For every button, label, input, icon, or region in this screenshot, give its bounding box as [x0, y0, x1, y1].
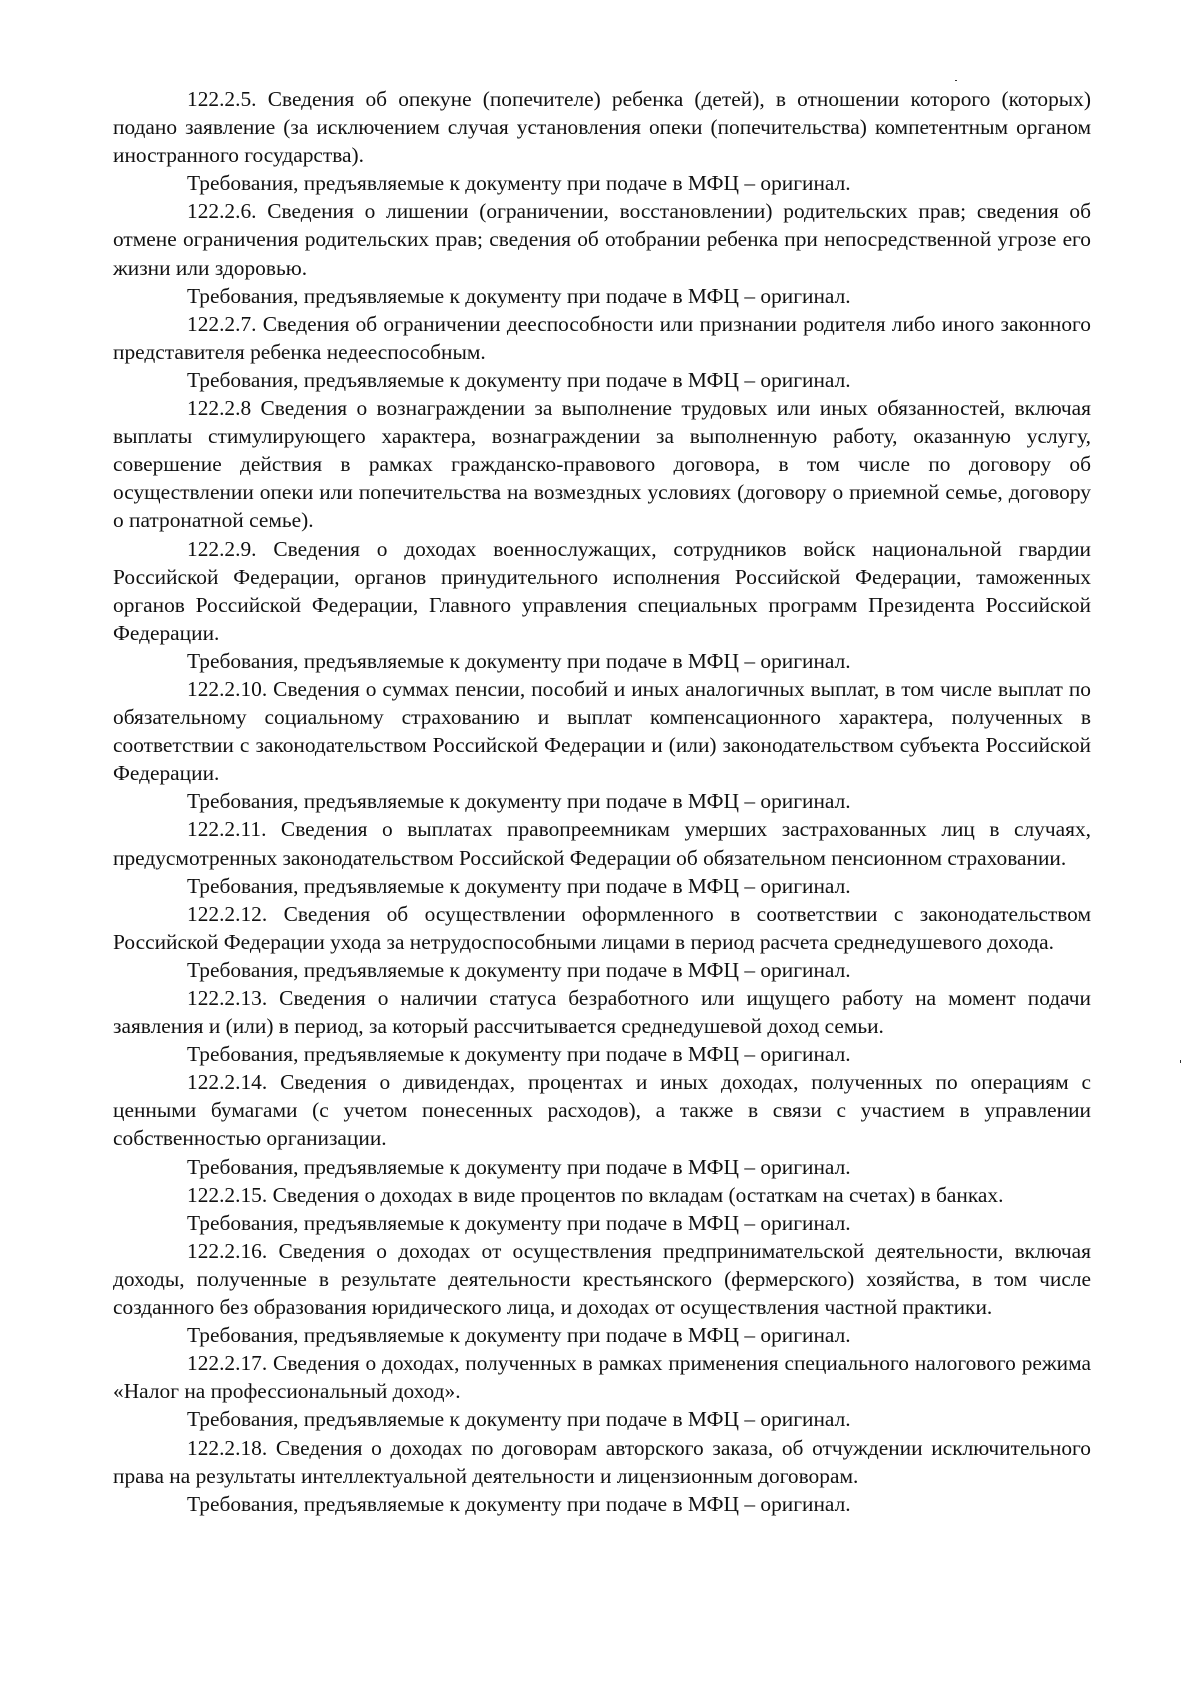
requirement-line: Требования, предъявляемые к документу при подаче в МФЦ – оригинал. — [187, 1491, 851, 1516]
requirement-line: Требования, предъявляемые к документу при подаче в МФЦ – оригинал. — [187, 367, 851, 392]
requirement-line: Требования, предъявляемые к документу при подаче в МФЦ – оригинал. — [187, 1323, 851, 1348]
requirement-line: Требования, предъявляемые к документу при подаче в МФЦ – оригинал. — [187, 1154, 851, 1179]
scan-speck — [1180, 1060, 1181, 1063]
requirement-line: Требования, предъявляемые к документу при подаче в МФЦ – оригинал. — [187, 648, 851, 673]
requirement-line: Требования, предъявляемые к документу при подаче в МФЦ – оригинал. — [187, 957, 851, 982]
paragraph-122-2-7: 122.2.7. Сведения об ограничении дееспособности или признании родителя либо иного законного представителя ребенка недееспособным. — [113, 311, 1091, 364]
requirement-line: Требования, предъявляемые к документу при подаче в МФЦ – оригинал. — [187, 283, 851, 308]
paragraph-122-2-12: 122.2.12. Сведения об осуществлении оформленного в соответствии с законодательством Российской Федерации ухода за нетрудоспособными лицами в период расчета среднедушевого дохода. — [113, 901, 1091, 954]
requirement-line: Требования, предъявляемые к документу при подаче в МФЦ – оригинал. — [187, 1210, 851, 1235]
document-body — [113, 85, 1091, 1518]
paragraph-122-2-14: 122.2.14. Сведения о дивидендах, процентах и иных доходах, полученных по операциям с ценными бумагами (с учетом понесенных расходов), а также в связи с участием в управлении собственностью организации. — [113, 1070, 1091, 1151]
requirement-line: Требования, предъявляемые к документу при подаче в МФЦ – оригинал. — [187, 1042, 851, 1067]
paragraph-122-2-9: 122.2.9. Сведения о доходах военнослужащих, сотрудников войск национальной гвардии Российской Федерации, органов принудительного исполнения Российской Федерации, таможенных органов Российской Федерации, Главного управления специальных программ Президента Российской Федерации. — [113, 536, 1091, 645]
paragraph-122-2-11: 122.2.11. Сведения о выплатах правопреемникам умерших застрахованных лиц в случаях, предусмотренных законодательством Российской Федерации об обязательном пенсионном страховании. — [113, 817, 1091, 870]
paragraph-122-2-18: 122.2.18. Сведения о доходах по договорам авторского заказа, об отчуждении исключительного права на результаты интеллектуальной деятельности и лицензионным договорам. — [113, 1435, 1091, 1488]
paragraph-122-2-13: 122.2.13. Сведения о наличии статуса безработного или ищущего работу на момент подачи заявления и (или) в период, за который рассчитывается среднедушевой доход семьи. — [113, 986, 1091, 1039]
requirement-line: Требования, предъявляемые к документу при подаче в МФЦ – оригинал. — [187, 873, 851, 898]
paragraph-122-2-10: 122.2.10. Сведения о суммах пенсии, пособий и иных аналогичных выплат, в том числе выплат по обязательному социальному страхованию и выплат компенсационного характера, полученных в соответствии с законодательством Российской Федерации и (или) законодательством субъекта Российской Федерации. — [113, 676, 1091, 786]
requirement-line: Требования, предъявляемые к документу при подаче в МФЦ – оригинал. — [187, 1407, 851, 1432]
requirement-line: Требования, предъявляемые к документу при подаче в МФЦ – оригинал. — [187, 789, 851, 814]
paragraph-122-2-17: 122.2.17. Сведения о доходах, полученных в рамках применения специального налогового режима «Налог на профессиональный доход». — [113, 1351, 1091, 1404]
paragraph-122-2-6: 122.2.6. Сведения о лишении (ограничении, восстановлении) родительских прав; сведения об отмене ограничения родительских прав; сведения об отобрании ребенка при непосредственной угрозе его жизни или здоровью. — [113, 199, 1091, 280]
paragraph-122-2-15: 122.2.15. Сведения о доходах в виде процентов по вкладам (остаткам на счетах) в банках. — [187, 1182, 1004, 1207]
requirement-line: Требования, предъявляемые к документу при подаче в МФЦ – оригинал. — [187, 171, 851, 196]
scan-speck — [955, 80, 957, 81]
paragraph-122-2-8: 122.2.8 Сведения о вознаграждении за выполнение трудовых или иных обязанностей, включая выплаты стимулирующего характера, вознаграждении за выполненную работу, оказанную услугу, совершение действия в рамках гражданско-правового договора, в том числе по договору об осуществлении опеки или попечительства на возмездных условиях (договору о приемной семье, договору о патронатной семье). — [113, 396, 1091, 533]
paragraph-122-2-5: 122.2.5. Сведения об опекуне (попечителе) ребенка (детей), в отношении которого (которых) подано заявление (за исключением случая установления опеки (попечительства) компетентным органом иностранного государства). — [113, 87, 1091, 168]
paragraph-122-2-16: 122.2.16. Сведения о доходах от осуществления предпринимательской деятельности, включая доходы, полученные в результате деятельности крестьянского (фермерского) хозяйства, в том числе созданного без образования юридического лица, и доходах от осуществления частной практики. — [113, 1238, 1091, 1320]
